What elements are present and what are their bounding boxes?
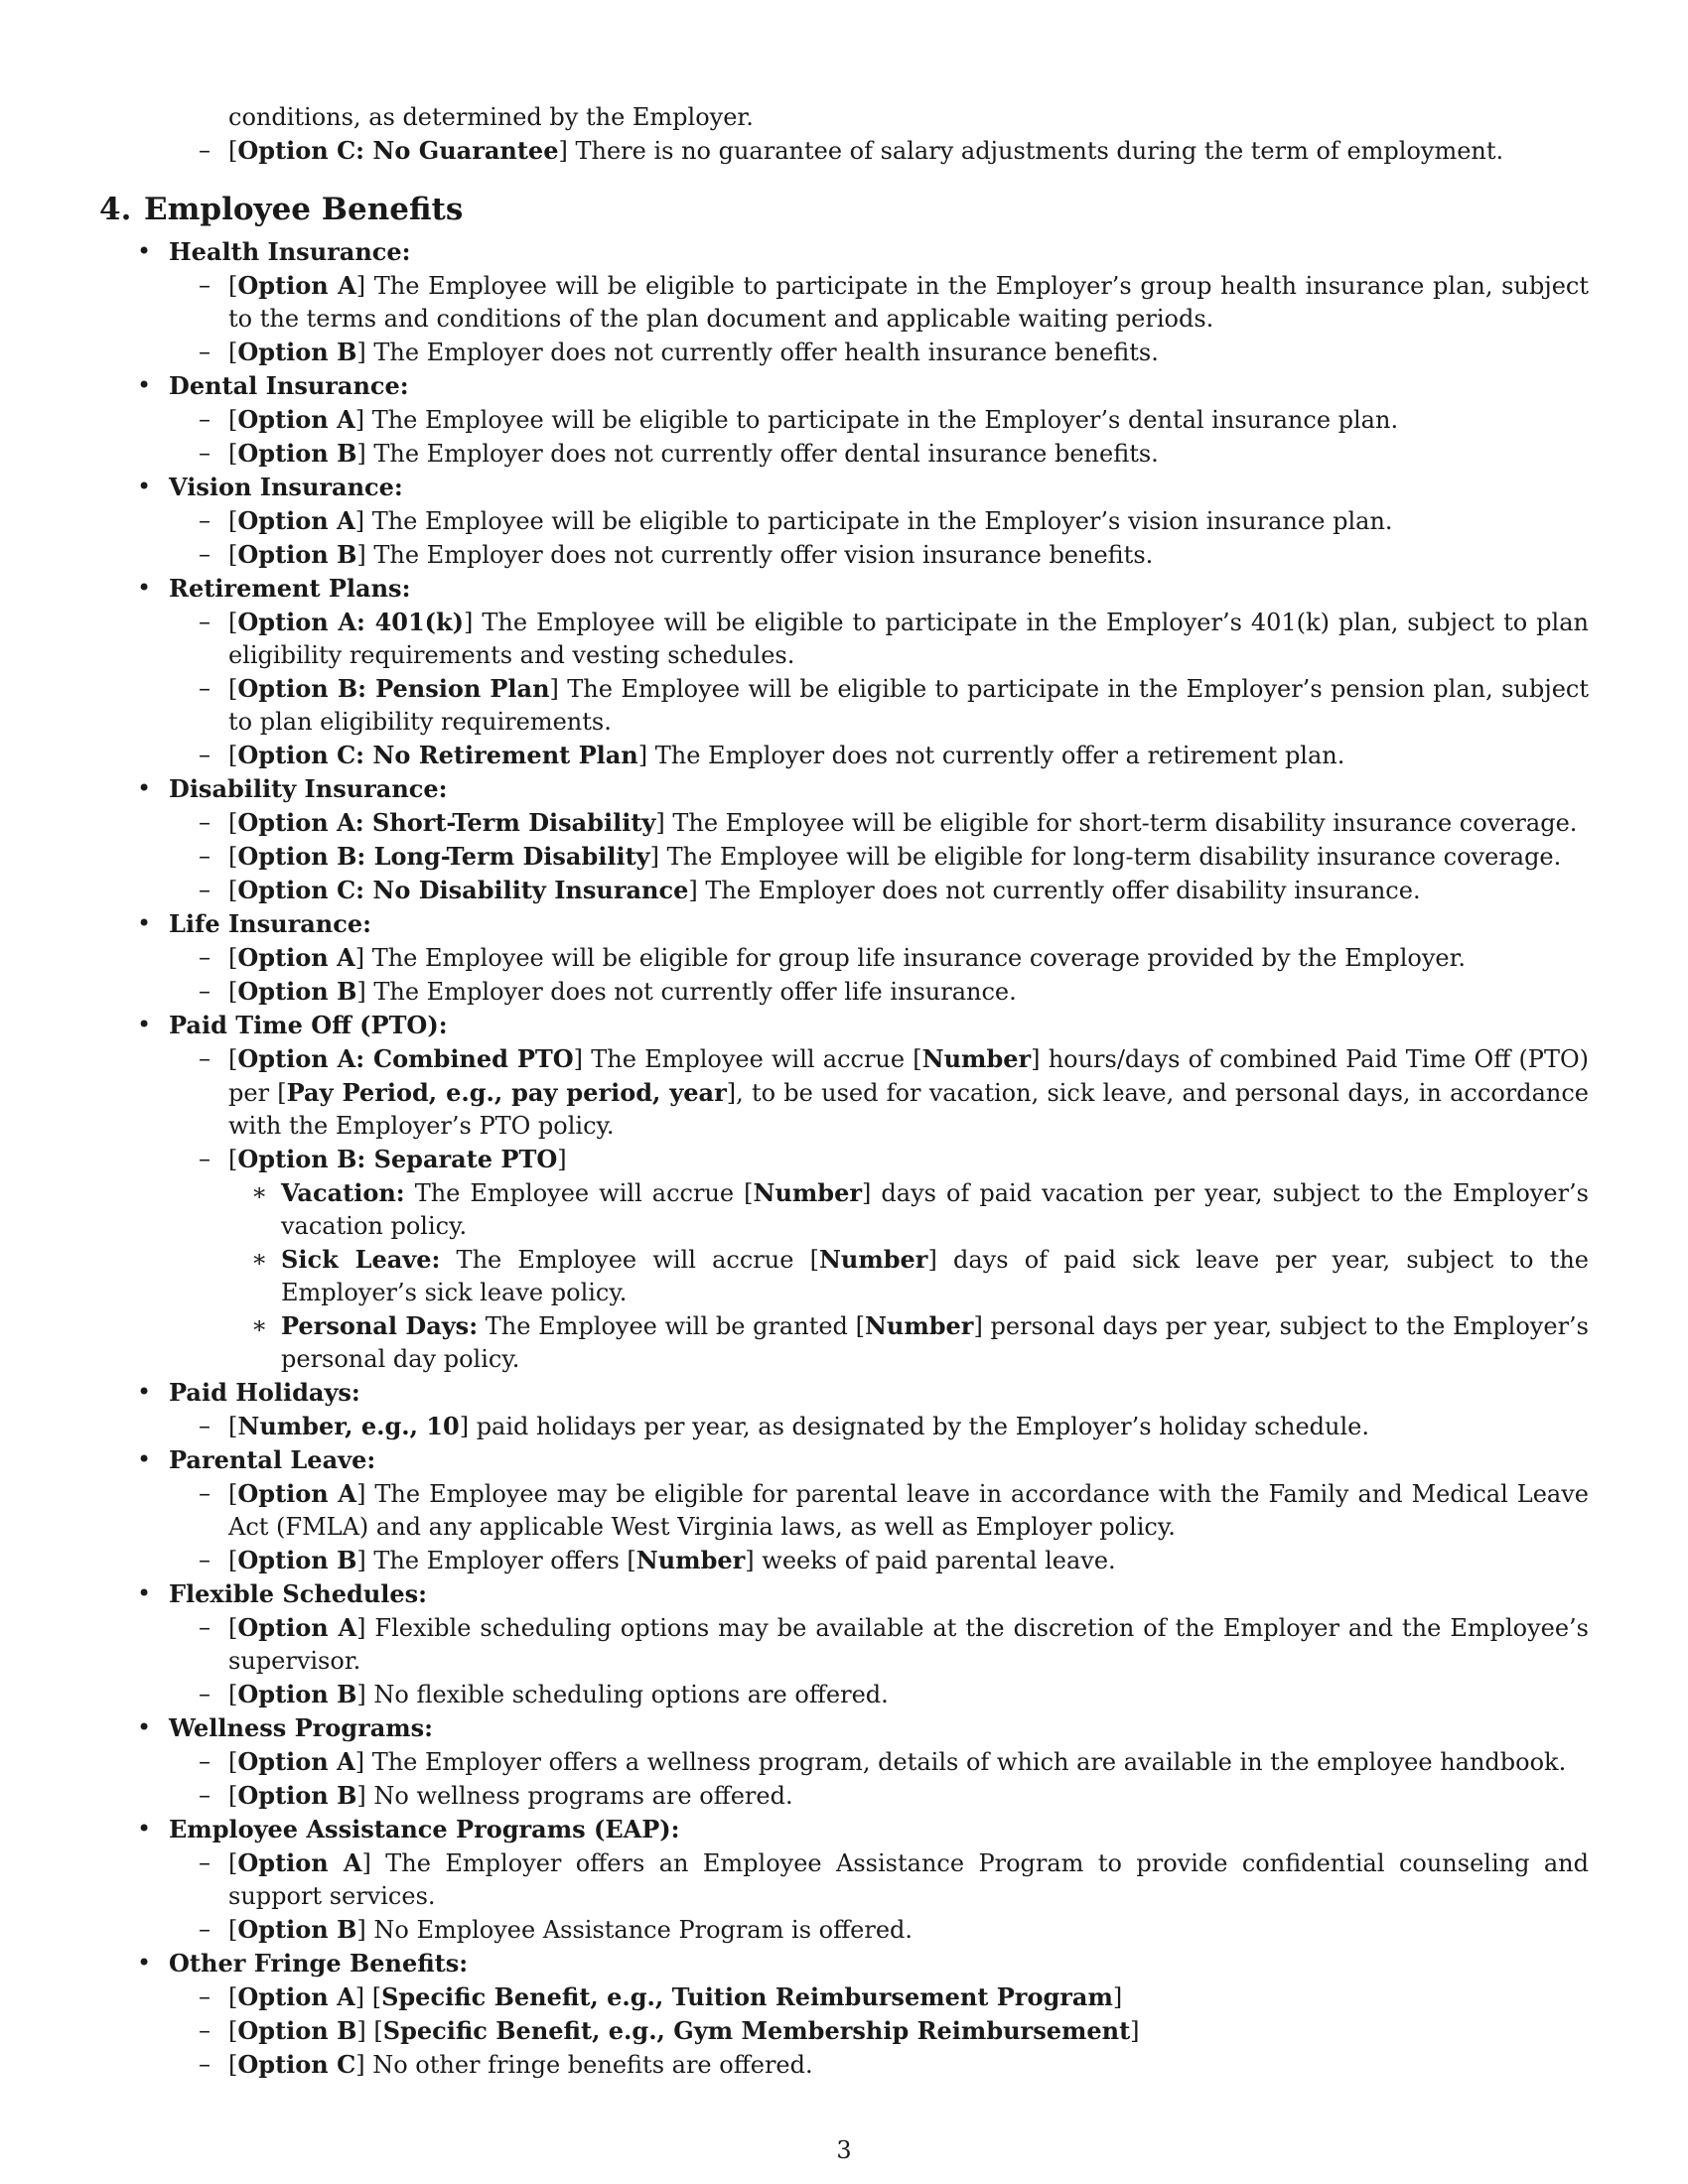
- pto-option-b: – [Option B: Separate PTO]: [199, 1145, 567, 1173]
- salary-option-c: – [Option C: No Guarantee] There is no guarantee of salary adjustments during the term of employment.: [199, 136, 1504, 165]
- holidays-detail: – [Number, e.g., 10] paid holidays per year, as designated by the Employer’s holiday schedule.: [199, 1412, 1369, 1440]
- life-option-b: – [Option B] The Employer does not currently offer life insurance.: [199, 977, 1017, 1006]
- vision-option-b: – [Option B] The Employer does not currently offer vision insurance benefits.: [199, 540, 1154, 569]
- benefit-wellness: • Wellness Programs:: [137, 1713, 434, 1742]
- flexible-option-a: – [Option A] Flexible scheduling options may be available at the discretion of the Employer and the Employee’s supervisor.: [199, 1613, 1589, 1675]
- eap-option-b: – [Option B] No Employee Assistance Program is offered.: [199, 1915, 914, 1944]
- benefit-vision: • Vision Insurance:: [137, 473, 403, 501]
- health-option-a: – [Option A] The Employee will be eligible to participate in the Employer’s group health insurance plan, subject to the terms and conditions of the plan document and applicable waiting periods.: [199, 271, 1590, 333]
- disability-option-c: – [Option C: No Disability Insurance] The Employer does not currently offer disability insurance.: [199, 876, 1421, 904]
- pto-personal-days: ∗ Personal Days: The Employee will be granted [Number] personal days per year, subject to the Employer’s personal day policy.: [251, 1311, 1589, 1373]
- section-heading: 4. Employee Benefits: [99, 192, 464, 227]
- dental-option-b: – [Option B] The Employer does not currently offer dental insurance benefits.: [199, 439, 1159, 468]
- page-number: 3: [836, 2136, 852, 2164]
- benefit-holidays: • Paid Holidays:: [137, 1378, 360, 1407]
- life-option-a: – [Option A] The Employee will be eligible for group life insurance coverage provided by the Employer.: [199, 943, 1467, 972]
- benefit-other-fringe: • Other Fringe Benefits:: [137, 1949, 469, 1978]
- fringe-option-b: – [Option B] [Specific Benefit, e.g., Gym Membership Reimbursement]: [199, 2016, 1140, 2045]
- retirement-option-a: – [Option A: 401(k)] The Employee will be eligible to participate in the Employer’s 401(k) plan, subject to plan eligibility requirements and vesting schedules.: [199, 608, 1589, 669]
- benefit-parental-leave: • Parental Leave:: [137, 1445, 376, 1474]
- pto-sick-leave: ∗ Sick Leave: The Employee will accrue [Number] days of paid sick leave per year, subject to the Employer’s sick leave policy.: [251, 1245, 1589, 1306]
- retirement-option-b: – [Option B: Pension Plan] The Employee will be eligible to participate in the Employer’s pension plan, subject to plan eligibility requirements.: [199, 674, 1589, 736]
- fringe-option-a: – [Option A] [Specific Benefit, e.g., Tuition Reimbursement Program]: [199, 1982, 1123, 2011]
- benefit-disability: • Disability Insurance:: [137, 774, 448, 803]
- pto-option-a: – [Option A: Combined PTO] The Employee will accrue [Number] hours/days of combined Paid Time Off (PTO) per [Pay Period, e.g., pay period, year], to be used for vacation, sick leave, and personal days, in accordance with the Employer’s PTO policy.: [199, 1044, 1590, 1140]
- retirement-option-c: – [Option C: No Retirement Plan] The Employer does not currently offer a retirement plan.: [199, 741, 1345, 769]
- benefit-eap: • Employee Assistance Programs (EAP):: [137, 1815, 680, 1843]
- flexible-option-b: – [Option B] No flexible scheduling options are offered.: [199, 1680, 889, 1708]
- benefit-pto: • Paid Time Off (PTO):: [137, 1011, 448, 1039]
- eap-option-a: – [Option A] The Employer offers an Employee Assistance Program to provide confidential counseling and support services.: [199, 1848, 1589, 1910]
- benefit-dental: • Dental Insurance:: [137, 371, 409, 400]
- parental-option-a: – [Option A] The Employee may be eligible for parental leave in accordance with the Family and Medical Leave Act (FMLA) and any applicable West Virginia laws, as well as Employer policy.: [199, 1479, 1590, 1541]
- wellness-option-b: – [Option B] No wellness programs are offered.: [199, 1781, 793, 1810]
- pto-vacation: ∗ Vacation: The Employee will accrue [Number] days of paid vacation per year, subject to the Employer’s vacation policy.: [251, 1178, 1589, 1240]
- benefit-health: • Health Insurance:: [137, 237, 411, 266]
- disability-option-b: – [Option B: Long-Term Disability] The Employee will be eligible for long-term disability insurance coverage.: [199, 842, 1562, 871]
- vision-option-a: – [Option A] The Employee will be eligible to participate in the Employer’s vision insurance plan.: [199, 506, 1393, 535]
- disability-option-a: – [Option A: Short-Term Disability] The Employee will be eligible for short-term disability insurance coverage.: [199, 808, 1578, 837]
- dental-option-a: – [Option A] The Employee will be eligible to participate in the Employer’s dental insurance plan.: [199, 405, 1399, 434]
- benefit-flexible-schedules: • Flexible Schedules:: [137, 1579, 428, 1608]
- parental-option-b: – [Option B] The Employer offers [Number] weeks of paid parental leave.: [199, 1546, 1116, 1574]
- benefit-life: • Life Insurance:: [137, 909, 371, 938]
- benefit-retirement: • Retirement Plans:: [137, 574, 411, 603]
- page-content: [99, 101, 1589, 2082]
- wellness-option-a: – [Option A] The Employer offers a wellness program, details of which are available in the employee handbook.: [199, 1747, 1567, 1776]
- health-option-b: – [Option B] The Employer does not currently offer health insurance benefits.: [199, 338, 1159, 366]
- fringe-option-c: – [Option C] No other fringe benefits are offered.: [199, 2050, 813, 2079]
- continuation-line: conditions, as determined by the Employer.: [228, 103, 754, 131]
